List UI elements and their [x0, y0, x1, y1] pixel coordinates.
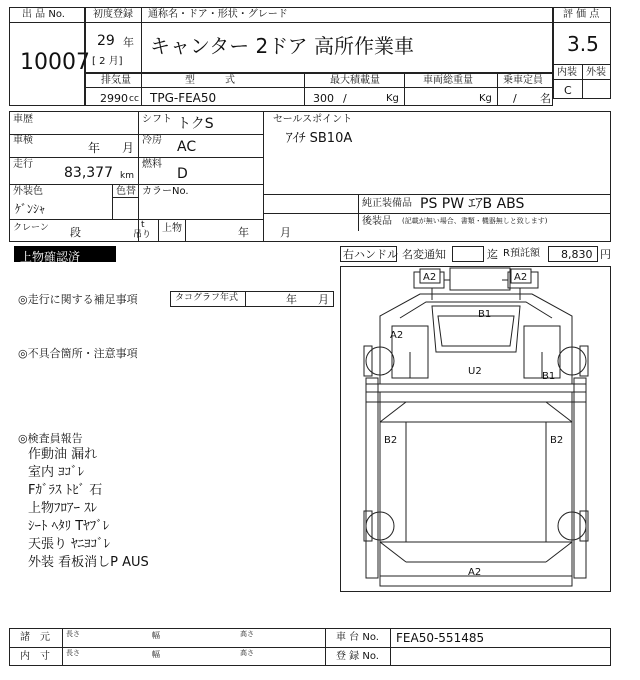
reg-year: 29	[97, 33, 115, 49]
max-load-unit: Kg	[386, 93, 399, 104]
report-label: ◎検査員報告	[18, 432, 83, 445]
interior-label: 内装	[557, 67, 577, 78]
body-month-unit: 月	[280, 226, 291, 239]
ac-label: 冷房	[142, 135, 162, 146]
first-reg-label: 初度登録	[93, 9, 133, 20]
name-change-label: 名変通知	[402, 248, 446, 261]
displacement-label: 排気量	[101, 75, 131, 86]
inner-height-label: 高さ	[240, 649, 254, 657]
max-load-value: 300	[313, 92, 334, 105]
mileage-unit: km	[120, 171, 134, 181]
damage-mark-a2-rear: A2	[468, 567, 482, 578]
inner-width-label: 幅	[152, 650, 160, 659]
report-line: 室内 ﾖｺﾞﾚ	[28, 465, 85, 480]
vehicle-name-label: 通称名・ドア・形状・グレード	[148, 9, 288, 20]
capacity-label: 乗車定員	[503, 75, 543, 86]
report-line: 外装 看板消しP AUS	[28, 555, 149, 570]
damage-mark-b2-right: B2	[550, 435, 564, 446]
aftermarket-note: (記載が無い場合、書類・機器無しと致します)	[402, 217, 548, 225]
damage-mark-b2-left: B2	[384, 435, 398, 446]
chassis-value: FEA50-551485	[396, 631, 485, 645]
inner-dim-label: 内 寸	[20, 651, 50, 662]
spec-width-label: 幅	[152, 631, 160, 640]
recycle-label: R預託額	[503, 248, 540, 259]
tacho-year-unit: 年	[286, 293, 297, 306]
truck-diagram	[340, 266, 611, 592]
crane-hang: 吊り	[133, 230, 152, 240]
crane-stage: 段	[70, 226, 81, 239]
tacho-label: タコグラフ年式	[175, 293, 239, 303]
spec-height-label: 高さ	[240, 630, 254, 638]
tacho-month-unit: 月	[318, 293, 329, 306]
interior-score: C	[564, 84, 572, 97]
color-change-label: 色替	[116, 186, 136, 197]
until-label: 迄	[487, 248, 498, 261]
inspection-year-unit: 年	[88, 141, 101, 155]
crane-label: クレーン	[13, 223, 49, 233]
equipment-value: PS PW ｴｱB ABS	[420, 196, 525, 212]
damage-mark-a2-top-left: A2	[423, 272, 437, 283]
model-value: TPG-FEA50	[150, 91, 217, 105]
report-line: 天張り ﾔﾆﾖｺﾞﾚ	[28, 537, 111, 552]
reg-no-label: 登 録 No.	[336, 651, 379, 662]
displacement-unit: cc	[129, 94, 139, 104]
sales-point-label: セールスポイント	[273, 114, 353, 125]
damage-mark-a2-cab: A2	[390, 330, 404, 341]
body-year-unit: 年	[238, 226, 249, 239]
lot-number: 10007	[20, 50, 90, 75]
report-line: Fｶﾞﾗｽ ﾄﾋﾞ 石	[28, 483, 103, 498]
mileage-label: 走行	[13, 159, 33, 170]
chassis-label: 車 台 No.	[336, 632, 379, 643]
vehicle-name: キャンター 2ドア 高所作業車	[150, 34, 415, 58]
lot-label: 出 品 No.	[22, 9, 65, 20]
history-label: 車歴	[13, 114, 33, 125]
shift-label: シフト	[142, 114, 172, 125]
sales-point-value: ｱｲﾁ SB10A	[286, 131, 353, 146]
body-confirmed-banner: 上物確認済	[14, 246, 116, 262]
fuel-label: 燃料	[142, 159, 162, 170]
mileage-value: 83,377	[64, 165, 113, 181]
damage-mark-b1-side: B1	[542, 371, 556, 382]
capacity-unit: 名	[540, 92, 551, 105]
reg-year-unit: 年	[123, 36, 134, 49]
cargo-body	[380, 392, 572, 576]
spec-length-label: 長さ	[66, 630, 80, 638]
model-label: 型 式	[185, 75, 235, 86]
damage-mark-u2: U2	[468, 366, 482, 377]
ac-value: AC	[177, 139, 197, 155]
damage-mark-b1-hood: B1	[478, 309, 492, 320]
exterior-color-value: ｹﾞﾝｼｬ	[15, 202, 46, 216]
color-no-label: カラーNo.	[142, 186, 189, 197]
inspection-label: 車検	[13, 135, 33, 146]
score-label: 評 価 点	[563, 9, 600, 20]
gross-weight-unit: Kg	[479, 93, 492, 104]
windshield	[432, 306, 520, 352]
name-change-box	[452, 246, 484, 262]
spec-label: 諸 元	[20, 632, 50, 643]
max-load-sep: /	[343, 92, 347, 105]
body-label: 上物	[162, 223, 182, 234]
exterior-color-label: 外装色	[13, 186, 43, 197]
defects-label: ◎不具合箇所・注意事項	[18, 347, 138, 360]
score-value: 3.5	[567, 32, 599, 56]
fuel-value: D	[177, 166, 188, 182]
equipment-label: 純正装備品	[362, 198, 412, 209]
report-line: 作動油 漏れ	[28, 447, 98, 462]
report-line: ｼｰﾄ ﾍﾀﾘ Tﾔﾌﾞﾚ	[28, 519, 110, 534]
shift-value: トクS	[177, 116, 214, 132]
recycle-unit: 円	[600, 248, 611, 261]
gross-weight-label: 車両総重量	[423, 75, 473, 86]
exterior-label: 外装	[586, 67, 606, 78]
supplement-label: ◎走行に関する補足事項	[18, 293, 138, 306]
damage-mark-a2-top-right: A2	[514, 272, 528, 283]
inspection-month-unit: 月	[122, 141, 135, 155]
reg-month: [ 2 月]	[92, 56, 123, 67]
inner-length-label: 長さ	[66, 649, 80, 657]
steering-value: 右ハンドル	[343, 248, 398, 261]
max-load-label: 最大積載量	[330, 75, 380, 86]
aftermarket-label: 後装品	[362, 216, 392, 227]
crane-ton: t	[141, 220, 145, 230]
recycle-value: 8,830	[561, 248, 593, 261]
report-line: 上物ﾌﾛｱｰ ｽﾚ	[28, 501, 98, 516]
capacity-sep: /	[513, 92, 517, 105]
displacement-value: 2990	[100, 92, 128, 105]
